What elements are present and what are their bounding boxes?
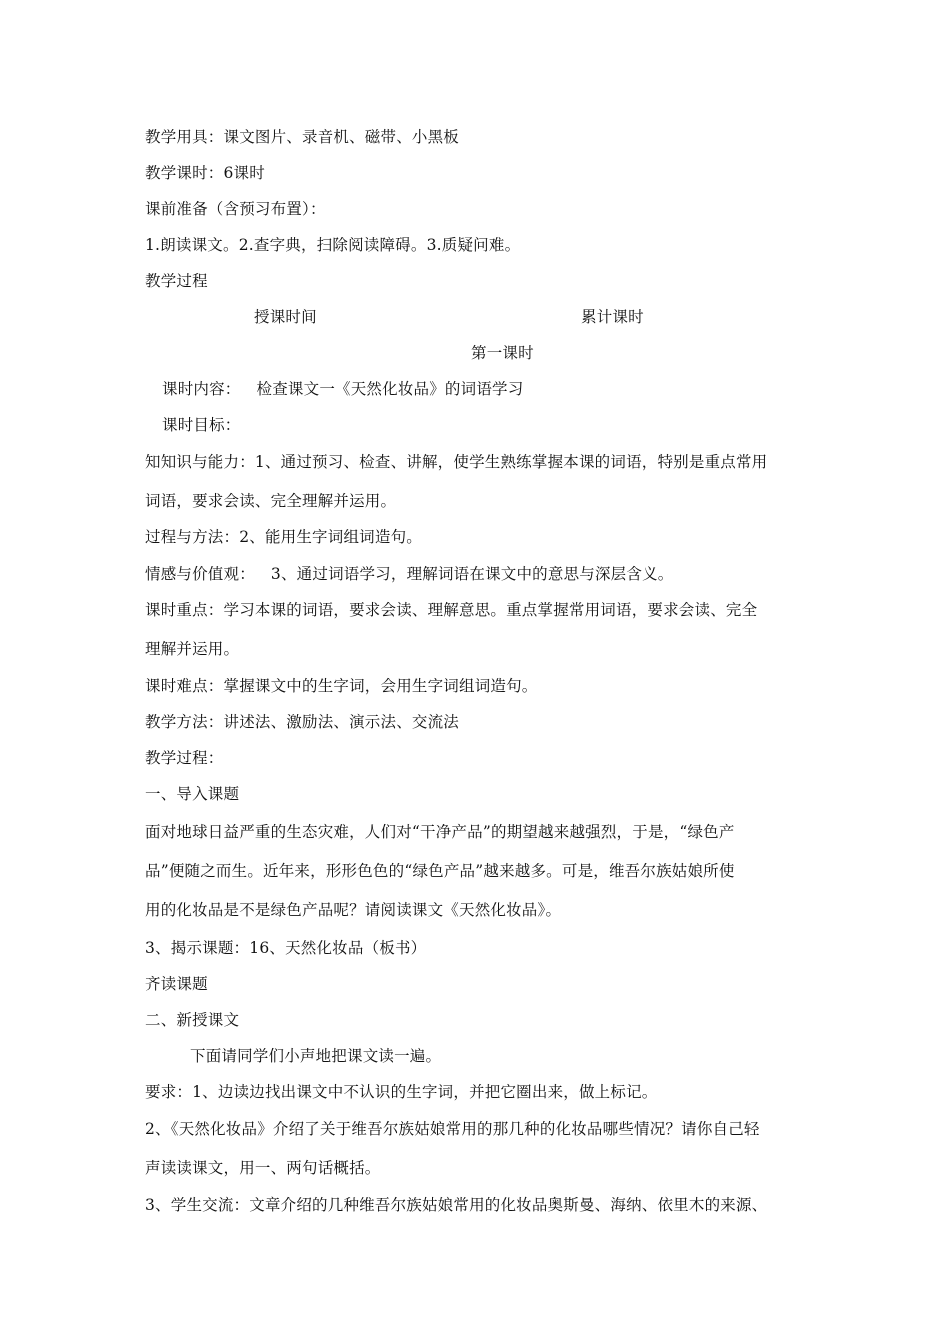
line-prep-title: 课前准备（含预习布置）： — [145, 200, 326, 218]
line-prep-items: 1.朗读课文。2.查字典，扫除阅读障碍。3.质疑问难。 — [145, 236, 521, 254]
line-req-2b: 声读读课文，用一、两句话概括。 — [145, 1159, 381, 1177]
line-read-aloud: 下面请同学们小声地把课文读一遍。 — [190, 1047, 442, 1065]
line-content — [162, 379, 827, 399]
line-focus-2: 理解并运用。 — [145, 640, 240, 658]
line-section-2: 二、新授课文 — [145, 1011, 240, 1029]
line-emotion — [145, 564, 810, 584]
line-req-1: 要求：1、边读边找出课文中不认识的生字词，并把它圈出来，做上标记。 — [145, 1083, 658, 1101]
content-label: 课时内容： — [162, 380, 241, 398]
line-read-title: 齐读课题 — [145, 975, 208, 993]
line-methods: 教学方法：讲述法、激励法、演示法、交流法 — [145, 713, 460, 731]
line-process-title2: 教学过程： — [145, 749, 224, 767]
line-intro-2: 品”便随之而生。近年来，形形色色的“绿色产品”越来越多。可是，维吾尔族姑娘所使 — [145, 862, 735, 880]
line-knowledge-2: 词语，要求会读、完全理解并运用。 — [145, 492, 397, 510]
line-section-1: 一、导入课题 — [145, 785, 240, 803]
line-class-time: 授课时间 — [254, 308, 317, 326]
line-hours: 教学课时：6课时 — [145, 164, 265, 182]
line-lesson-one: 第一课时 — [471, 344, 534, 362]
line-intro-3: 用的化妆品是不是绿色产品呢？请阅读课文《天然化妆品》。 — [145, 901, 562, 919]
emotion-label: 情感与价值观： — [145, 565, 255, 583]
line-difficulty: 课时难点：掌握课文中的生字词，会用生字词组词造句。 — [145, 677, 538, 695]
line-cumulative: 累计课时 — [581, 308, 644, 326]
content-value: 检查课文一《天然化妆品》的词语学习 — [256, 380, 524, 398]
line-knowledge-1: 知知识与能力：1、通过预习、检查、讲解，使学生熟练掌握本课的词语，特别是重点常用 — [145, 453, 768, 471]
line-req-3: 3、学生交流：文章介绍的几种维吾尔族姑娘常用的化妆品奥斯曼、海纳、依里木的来源、 — [145, 1196, 768, 1214]
line-goals-title: 课时目标： — [162, 416, 241, 434]
line-intro-1: 面对地球日益严重的生态灾难，人们对“干净产品”的期望越来越强烈，于是，“绿色产 — [145, 823, 735, 841]
line-reveal: 3、揭示课题：16、天然化妆品（板书） — [145, 939, 427, 957]
line-req-2a: 2、《天然化妆品》介绍了关于维吾尔族姑娘常用的那几种的化妆品哪些情况？请你自己轻 — [145, 1120, 760, 1138]
line-process-title: 教学过程 — [145, 272, 208, 290]
line-tools: 教学用具：课文图片、录音机、磁带、小黑板 — [145, 128, 460, 146]
line-method-goal: 过程与方法：2、能用生字词组词造句。 — [145, 528, 422, 546]
line-focus-1: 课时重点：学习本课的词语，要求会读、理解意思。重点掌握常用词语，要求会读、完全 — [145, 601, 758, 619]
emotion-value: 3、通过词语学习，理解词语在课文中的意思与深层含义。 — [270, 565, 674, 583]
